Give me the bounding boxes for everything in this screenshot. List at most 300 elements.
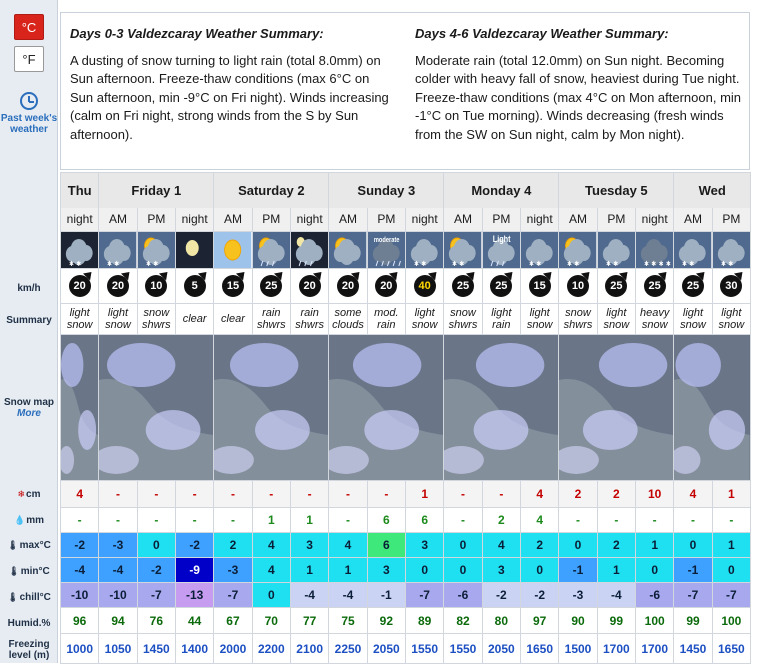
wind-cell [175, 269, 213, 304]
snow-depth-cell: - [175, 481, 213, 508]
svg-text:✱: ✱ [145, 260, 151, 268]
wind-cell [559, 269, 597, 304]
min-temp-row [61, 558, 751, 583]
wind-chill-cell: -4 [290, 583, 328, 608]
freezing-level-cell: 1700 [636, 634, 674, 664]
snow-cloud-icon [674, 232, 711, 268]
wind-speed: 15 [533, 280, 546, 292]
svg-text:✱: ✱ [153, 260, 158, 268]
snowflake-icon: ❄ [17, 489, 26, 499]
day-header: Monday 4 [444, 173, 559, 208]
summary-cell: snow shwrs [444, 304, 482, 335]
snow-map-cell[interactable] [99, 335, 214, 481]
humidity-cell: 100 [712, 608, 750, 634]
icon-cell [520, 232, 558, 269]
wind-speed: 25 [456, 280, 470, 292]
humidity-cell: 99 [597, 608, 635, 634]
max-temp-cell: 6 [367, 533, 405, 558]
snow-map-row-label [0, 397, 58, 419]
max-temp-cell: 1 [712, 533, 750, 558]
icon-row [61, 232, 751, 269]
min-temp-cell: -2 [137, 558, 175, 583]
time-cell: night [290, 208, 328, 232]
wind-speed: 40 [418, 280, 431, 292]
svg-text:✱: ✱ [658, 260, 664, 268]
rain-row-label: 💧mm [13, 515, 44, 526]
more-link[interactable]: More [17, 408, 41, 419]
snow-map-image [329, 335, 443, 480]
wind-arrow-icon [69, 275, 91, 297]
wind-direction-icon [198, 268, 210, 280]
wind-speed: 25 [265, 280, 278, 292]
time-row [61, 208, 751, 232]
wind-arrow-icon [567, 275, 589, 297]
freezing-level-cell: 2200 [252, 634, 290, 664]
time-cell: AM [99, 208, 137, 232]
snow-cloud-icon [406, 232, 443, 268]
icon-cell [674, 232, 712, 269]
summary-days-4-6 [415, 25, 741, 144]
wind-direction-icon [121, 268, 133, 280]
partly-cloudy-icon [329, 232, 366, 268]
summary-cell: clear [214, 304, 252, 335]
humidity-cell: 70 [252, 608, 290, 634]
humidity-cell: 44 [175, 608, 213, 634]
humidity-cell: 92 [367, 608, 405, 634]
wind-speed: 20 [341, 280, 355, 292]
summary-cell: light snow [61, 304, 99, 335]
freezing-level-cell: 1000 [61, 634, 99, 664]
wind-cell [636, 269, 674, 304]
snow-map-row [61, 335, 751, 481]
wind-direction-icon [236, 268, 248, 280]
wind-cell [405, 269, 443, 304]
wind-arrow-icon [605, 275, 627, 297]
min-temp-cell: -1 [559, 558, 597, 583]
wind-cell [712, 269, 750, 304]
max-temp-row-label: 🌡max°C [7, 540, 51, 551]
heavy-snow-icon [636, 232, 673, 268]
time-cell: AM [674, 208, 712, 232]
max-temp-cell: 0 [674, 533, 712, 558]
wind-chill-cell: -1 [367, 583, 405, 608]
wind-direction-icon [351, 268, 363, 280]
snow-depth-cell: - [214, 481, 252, 508]
icon-cell [712, 232, 750, 269]
summary-cell: light rain [482, 304, 520, 335]
day-header: Saturday 2 [214, 173, 329, 208]
snow-depth-cell: 1 [405, 481, 443, 508]
svg-text:✱: ✱ [114, 260, 120, 268]
svg-text:✱: ✱ [69, 260, 74, 268]
rain-amount-cell: - [175, 508, 213, 533]
icon-cell [444, 232, 482, 269]
snow-map-cell[interactable] [559, 335, 674, 481]
icon-cell [290, 232, 328, 269]
row-label-column [0, 0, 58, 663]
svg-text:✱: ✱ [689, 260, 695, 268]
min-temp-cell: 0 [520, 558, 558, 583]
snow-cloud-icon [713, 232, 750, 268]
day-header-row [61, 173, 751, 208]
freezing-level-cell: 1450 [137, 634, 175, 664]
time-cell: PM [482, 208, 520, 232]
wind-arrow-icon [682, 275, 704, 297]
wind-cell [520, 269, 558, 304]
humidity-cell: 77 [290, 608, 328, 634]
freezing-level-cell: 2050 [482, 634, 520, 664]
snow-depth-cell: 4 [674, 481, 712, 508]
svg-text:✱: ✱ [107, 260, 113, 268]
wind-chill-cell: -2 [520, 583, 558, 608]
humidity-cell: 99 [674, 608, 712, 634]
wind-arrow-icon [490, 275, 512, 297]
wind-speed: 20 [380, 280, 393, 292]
time-cell: AM [329, 208, 367, 232]
snow-map-cell[interactable] [214, 335, 329, 481]
thermometer-icon: 🌡 [8, 566, 20, 576]
snow-map-image [214, 335, 328, 480]
summary-cell: light snow [99, 304, 137, 335]
freezing-level-cell: 1050 [99, 634, 137, 664]
min-temp-cell: -9 [175, 558, 213, 583]
night-rain-icon [291, 232, 328, 268]
humidity-cell: 96 [61, 608, 99, 634]
thermometer-icon: 🌡 [7, 592, 19, 602]
wind-direction-icon [83, 268, 95, 280]
rain-amount-cell: - [99, 508, 137, 533]
summary-cell: some clouds [329, 304, 367, 335]
icon-caption: moderate [373, 236, 400, 245]
sun-snow-icon [138, 232, 175, 268]
wind-speed: 15 [226, 280, 240, 292]
wind-chill-cell: -4 [329, 583, 367, 608]
moderate-rain-icon [368, 232, 405, 268]
snow-depth-cell: - [444, 481, 482, 508]
wind-chill-cell: -6 [636, 583, 674, 608]
rain-amount-cell: 2 [482, 508, 520, 533]
max-temp-cell: 0 [559, 533, 597, 558]
time-cell: night [61, 208, 99, 232]
icon-cell [175, 232, 213, 269]
svg-text:✱: ✱ [605, 260, 611, 268]
humidity-cell: 82 [444, 608, 482, 634]
snow-depth-cell: - [290, 481, 328, 508]
humidity-row [61, 608, 751, 634]
wind-arrow-icon [529, 275, 551, 297]
freezing-level-cell: 1550 [444, 634, 482, 664]
snow-depth-cell: - [252, 481, 290, 508]
clock-icon [20, 92, 38, 110]
max-temp-cell: 3 [405, 533, 443, 558]
snow-depth-cell: - [367, 481, 405, 508]
chill-row-label: 🌡chill°C [7, 592, 51, 603]
wind-chill-cell: -10 [61, 583, 99, 608]
svg-text:✱: ✱ [452, 260, 458, 268]
svg-text:✱: ✱ [574, 260, 580, 268]
wind-arrow-icon [299, 275, 321, 297]
svg-text:✱: ✱ [536, 260, 542, 268]
summary-cell: light snow [597, 304, 635, 335]
snow-map-image [444, 335, 558, 480]
time-cell: PM [252, 208, 290, 232]
max-temp-row [61, 533, 751, 558]
min-temp-cell: 1 [597, 558, 635, 583]
max-temp-cell: 2 [520, 533, 558, 558]
svg-text:✱: ✱ [613, 260, 618, 268]
light-rain-icon [483, 232, 520, 268]
freezing-level-cell: 1700 [597, 634, 635, 664]
humidity-cell: 75 [329, 608, 367, 634]
wind-speed: 25 [495, 280, 508, 292]
icon-caption: Light [492, 234, 511, 245]
wind-direction-icon [658, 268, 670, 280]
icon-cell [329, 232, 367, 269]
wind-chill-cell: -10 [99, 583, 137, 608]
svg-text:✱: ✱ [459, 260, 465, 268]
wind-chill-cell: -13 [175, 583, 213, 608]
wind-speed: 25 [686, 280, 700, 292]
summary-cell: light snow [712, 304, 750, 335]
humidity-cell: 76 [137, 608, 175, 634]
max-temp-cell: 3 [290, 533, 328, 558]
forecast-table [60, 172, 751, 664]
wind-chill-cell: -2 [482, 583, 520, 608]
wind-speed: 30 [725, 280, 738, 292]
past-week-link[interactable] [0, 92, 58, 135]
wind-chill-cell: -4 [597, 583, 635, 608]
min-temp-cell: -3 [214, 558, 252, 583]
wind-direction-icon [696, 268, 708, 280]
freezing-level-cell: 2100 [290, 634, 328, 664]
max-temp-cell: 4 [482, 533, 520, 558]
wind-cell [597, 269, 635, 304]
snow-map-image [559, 335, 673, 480]
wind-chill-cell: -7 [214, 583, 252, 608]
wind-direction-icon [581, 268, 593, 280]
summary-title: Days 4-6 Valdezcaray Weather Summary: [415, 26, 669, 41]
rain-amount-cell: - [329, 508, 367, 533]
time-cell: PM [597, 208, 635, 232]
max-temp-cell: 1 [636, 533, 674, 558]
wind-chill-cell: -7 [712, 583, 750, 608]
snow-night-icon [61, 232, 98, 268]
time-cell: night [636, 208, 674, 232]
rain-amount-cell: - [137, 508, 175, 533]
wind-speed: 20 [303, 280, 316, 292]
max-temp-cell: 0 [444, 533, 482, 558]
icon-cell [597, 232, 635, 269]
freezing-level-cell: 1650 [520, 634, 558, 664]
freezing-level-cell: 1500 [559, 634, 597, 664]
wind-cell [290, 269, 328, 304]
rain-amount-cell: 4 [520, 508, 558, 533]
wind-direction-icon [428, 268, 440, 280]
wind-direction-icon [313, 268, 325, 280]
snow-cloud-icon [598, 232, 635, 268]
rain-amount-cell: - [444, 508, 482, 533]
sun-rain-icon [253, 232, 290, 268]
icon-cell [405, 232, 443, 269]
rain-amount-cell: - [559, 508, 597, 533]
wind-speed: 25 [610, 280, 623, 292]
summary-title: Days 0-3 Valdezcaray Weather Summary: [70, 26, 324, 41]
max-temp-cell: 2 [214, 533, 252, 558]
snow-depth-cell: 2 [559, 481, 597, 508]
wind-speed: 10 [571, 280, 585, 292]
sun-snow-icon [444, 232, 481, 268]
svg-text:✱: ✱ [682, 260, 688, 268]
min-temp-cell: 0 [405, 558, 443, 583]
time-cell: AM [444, 208, 482, 232]
icon-cell [61, 232, 99, 269]
raindrop-icon: 💧 [13, 515, 26, 525]
summary-cell: light snow [405, 304, 443, 335]
icon-cell [636, 232, 674, 269]
wind-cell [61, 269, 99, 304]
day-header: Thu [61, 173, 99, 208]
wind-cell [444, 269, 482, 304]
wind-cell [482, 269, 520, 304]
svg-text:✱: ✱ [666, 260, 671, 268]
snow-depth-cell: 4 [61, 481, 99, 508]
summary-cell: clear [175, 304, 213, 335]
wind-speed: 5 [191, 280, 198, 292]
summary-cell: mod. rain [367, 304, 405, 335]
past-week-label: Past week's weather [0, 113, 58, 135]
snow-depth-cell: 10 [636, 481, 674, 508]
min-temp-cell: 3 [482, 558, 520, 583]
sun-icon [214, 232, 251, 268]
wind-row-label: km/h [17, 283, 41, 294]
summary-row-label: Summary [6, 315, 52, 326]
wind-arrow-icon [145, 275, 167, 297]
wind-speed: 20 [111, 280, 125, 292]
wind-chill-row [61, 583, 751, 608]
rain-amount-row [61, 508, 751, 533]
humidity-cell: 94 [99, 608, 137, 634]
humidity-cell: 89 [405, 608, 443, 634]
snow-map-cell[interactable] [444, 335, 559, 481]
freezing-level-cell: 1650 [712, 634, 750, 664]
humidity-cell: 80 [482, 608, 520, 634]
freezing-level-cell: 1550 [405, 634, 443, 664]
snow-depth-cell: - [329, 481, 367, 508]
rain-amount-cell: - [712, 508, 750, 533]
humidity-cell: 100 [636, 608, 674, 634]
summary-cell: rain shwrs [290, 304, 328, 335]
wind-chill-cell: 0 [252, 583, 290, 608]
wind-direction-icon [466, 268, 478, 280]
wind-arrow-icon [107, 275, 129, 297]
wind-chill-cell: -6 [444, 583, 482, 608]
wind-arrow-icon [184, 275, 206, 297]
max-temp-cell: -2 [175, 533, 213, 558]
min-temp-cell: -4 [99, 558, 137, 583]
freezing-level-row-label: Freezing level (m) [8, 639, 50, 661]
min-temp-cell: 1 [329, 558, 367, 583]
summary-cell: heavy snow [636, 304, 674, 335]
day-header: Tuesday 5 [559, 173, 674, 208]
celsius-button[interactable]: °C [14, 14, 44, 40]
min-temp-cell: 0 [444, 558, 482, 583]
summary-days-0-3 [70, 25, 390, 144]
time-cell: PM [137, 208, 175, 232]
svg-text:✱: ✱ [529, 260, 534, 268]
wind-arrow-icon [260, 275, 282, 297]
max-temp-cell: 4 [252, 533, 290, 558]
wind-direction-icon [734, 268, 746, 280]
time-cell: night [520, 208, 558, 232]
wind-direction-icon [159, 268, 171, 280]
wind-cell [137, 269, 175, 304]
wind-direction-icon [619, 268, 631, 280]
snow-depth-cell: - [137, 481, 175, 508]
rain-amount-cell: - [61, 508, 99, 533]
humidity-cell: 90 [559, 608, 597, 634]
summary-cell: light snow [520, 304, 558, 335]
time-cell: night [175, 208, 213, 232]
svg-text:✱: ✱ [651, 260, 657, 268]
wind-arrow-icon [414, 275, 436, 297]
svg-text:✱: ✱ [76, 260, 82, 268]
weather-summaries [60, 12, 750, 170]
snow-depth-cell: 2 [597, 481, 635, 508]
min-temp-row-label: 🌡min°C [8, 566, 50, 577]
freezing-level-cell: 2250 [329, 634, 367, 664]
summary-text: Moderate rain (total 12.0mm) on Sun night. Becoming colder with heavy fall of snow, heaviest during Tue night. Freeze-thaw conditions (max 4°C on Mon afternoon, min -1°C on Tue morning). Winds decreasing (fresh winds from the SW on Sun night, calm by Mon night). [415, 52, 742, 142]
max-temp-cell: 4 [329, 533, 367, 558]
snow-depth-cell: - [99, 481, 137, 508]
clear-night-icon [176, 232, 213, 268]
wind-cell [214, 269, 252, 304]
svg-text:✱: ✱ [644, 260, 649, 268]
wind-row [61, 269, 751, 304]
summary-cell: light snow [674, 304, 712, 335]
snow-map-cell[interactable] [61, 335, 99, 481]
snow-map-image [61, 335, 98, 480]
snow-map-cell[interactable] [329, 335, 444, 481]
snow-cloud-icon [99, 232, 136, 268]
wind-chill-cell: -7 [674, 583, 712, 608]
sun-snow-icon [559, 232, 596, 268]
summary-text: A dusting of snow turning to light rain (total 8.0mm) on Sun afternoon. Freeze-thaw conditions (max 6°C on Sun afternoon, min -9°C on Fri night). Winds increasing (calm on Fri night, strong winds from the S by Sun afternoon). [70, 52, 389, 142]
summary-cell: snow shwrs [137, 304, 175, 335]
snow-map-label: Snow map [3, 397, 54, 408]
snow-row-label: ❄cm [17, 489, 41, 500]
wind-arrow-icon [337, 275, 359, 297]
time-cell: PM [367, 208, 405, 232]
wind-speed: 25 [648, 280, 661, 292]
fahrenheit-button[interactable]: °F [14, 46, 44, 72]
snow-map-image [99, 335, 213, 480]
min-temp-cell: 0 [636, 558, 674, 583]
summary-cell: snow shwrs [559, 304, 597, 335]
day-header: Friday 1 [99, 173, 214, 208]
rain-amount-cell: - [597, 508, 635, 533]
min-temp-cell: -4 [61, 558, 99, 583]
max-temp-cell: -3 [99, 533, 137, 558]
wind-arrow-icon [375, 275, 397, 297]
snow-map-cell[interactable] [674, 335, 751, 481]
rain-amount-cell: 1 [252, 508, 290, 533]
humidity-row-label: Humid.% [7, 618, 51, 629]
icon-cell [214, 232, 252, 269]
svg-text:✱: ✱ [720, 260, 726, 268]
min-temp-cell: 0 [712, 558, 750, 583]
time-cell: PM [712, 208, 750, 232]
svg-text:✱: ✱ [421, 260, 427, 268]
